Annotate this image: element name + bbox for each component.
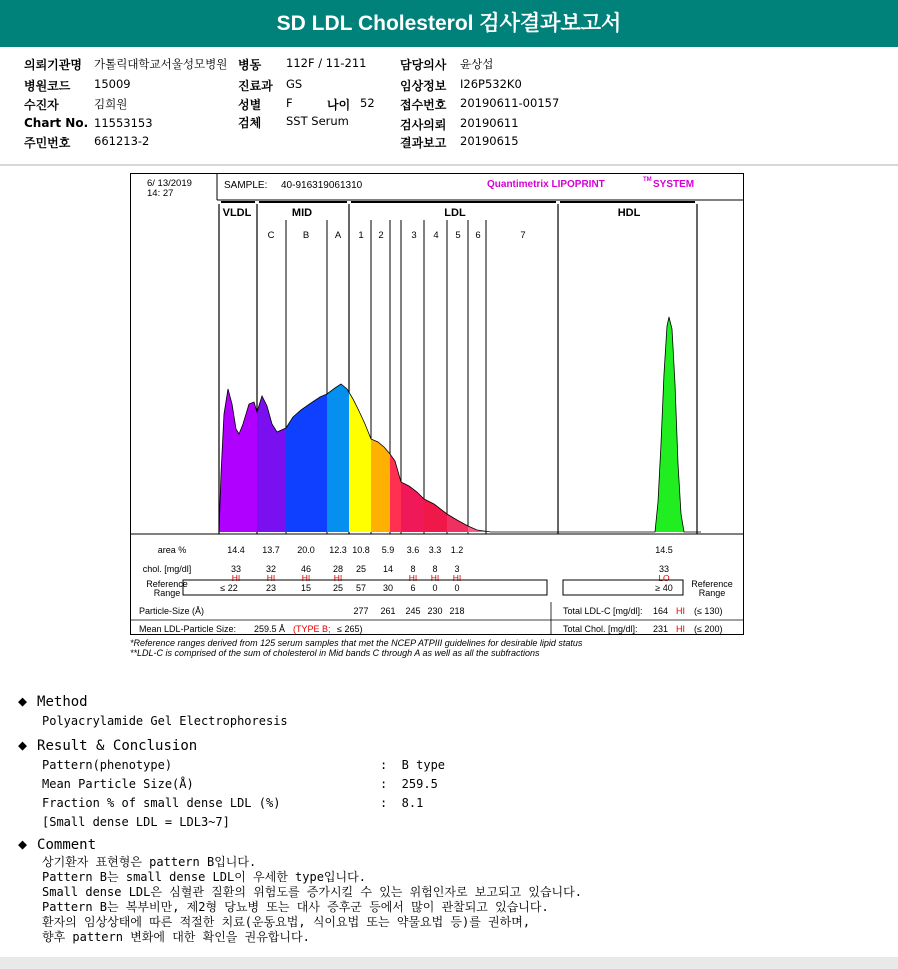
band-label-3: 3: [411, 230, 417, 241]
result-label-size: Mean Particle Size(Å): [42, 777, 194, 791]
chol-ldl2: 14: [382, 564, 394, 574]
group-ldl: LDL: [444, 207, 466, 219]
total-chol-ref: (≤ 200): [694, 624, 723, 634]
institution-value: 가톨릭대학교서울성모병원: [94, 57, 228, 71]
chol-flag-mid-b: HI: [301, 573, 311, 583]
total-ldl-value: 164: [653, 606, 669, 616]
ref-ldl2: 30: [382, 583, 394, 593]
report-date-label: 결과보고: [400, 136, 447, 150]
mean-size-value: 259.5 Å: [254, 624, 286, 634]
chol-flag-ldl3: HI: [408, 573, 418, 583]
row-label-psize: Particle-Size (Å): [139, 606, 205, 616]
ref-mid-a: 25: [332, 583, 344, 593]
lipoprint-report: [0, 166, 898, 681]
clinical-label: 임상정보: [400, 79, 447, 93]
comment-line-4: Pattern B는 복부비만, 제2형 당뇨병 또는 대사 증후군 등에서 많이 관찰되고 있습니다.: [42, 900, 549, 914]
result-label-pattern: Pattern(phenotype): [42, 758, 173, 772]
id-value: 661213-2: [94, 134, 150, 148]
area-mid-b: 20.0: [297, 545, 315, 555]
id-label: 주민번호: [24, 136, 71, 150]
sample-value: 40-916319061310: [281, 180, 363, 191]
chol-mid-a: 28: [332, 564, 344, 574]
fraction-hdl: [655, 317, 684, 532]
request-value: 20190611: [460, 116, 519, 130]
chol-ldl1: 25: [355, 564, 367, 574]
result-value-fraction: : 8.1: [380, 796, 424, 810]
result-value-pattern: : B type: [380, 758, 446, 772]
chol-flag-ldl5: HI: [452, 573, 462, 583]
area-ldl5: 1.2: [450, 545, 464, 555]
area-ldl3: 3.6: [406, 545, 420, 555]
report-title: SD LDL Cholesterol 검사결과보고서: [0, 0, 898, 47]
note-reference: *Reference ranges derived from 125 serum samples that met the NCEP ATPIII guidelines for desirable lipid status: [130, 638, 583, 648]
row-label-area: area %: [157, 545, 187, 555]
chart-date: 6/ 13/2019: [147, 178, 192, 189]
chol-hdl: 33: [658, 564, 670, 574]
age-label: 나이: [327, 98, 351, 112]
chol-flag-mid-c: HI: [266, 573, 276, 583]
chol-mid-b: 46: [300, 564, 312, 574]
result-heading: [18, 736, 197, 754]
area-ldl2: 5.9: [381, 545, 395, 555]
area-hdl: 14.5: [655, 545, 673, 555]
psize-ldl5: 218: [449, 606, 465, 616]
ref-ldl1: 57: [355, 583, 367, 593]
row-label-ref2: Range: [153, 588, 181, 598]
ref-right-label2: Range: [698, 588, 726, 598]
mean-type: (TYPE B;: [293, 624, 331, 634]
ref-right-label1: Reference: [691, 579, 733, 589]
total-ldl-flag: HI: [676, 606, 685, 616]
comment-line-1: 상기환자 표현형은 pattern B입니다.: [42, 855, 257, 869]
band-label-5: 5: [455, 230, 461, 241]
ref-ldl4: 0: [432, 583, 438, 593]
brand-name: Quantimetrix LIPOPRINT: [487, 179, 605, 190]
brand-tm: TM: [643, 177, 652, 183]
report-date-value: 20190615: [460, 134, 519, 148]
group-hdl: HDL: [617, 207, 641, 219]
method-heading-text: Method: [37, 694, 88, 710]
diamond-bullet-icon: ◆: [18, 736, 28, 754]
lipoprint-chart-frame: [130, 173, 744, 635]
group-mid: MID: [291, 207, 313, 219]
row-label-ref1: Reference: [146, 579, 188, 589]
hospital-code-value: 15009: [94, 77, 131, 91]
fraction-mid-a: [327, 384, 349, 532]
note-ldl-c: **LDL-C is comprised of the sum of cholesterol in Mid bands C through A as well as all the subfractions: [130, 648, 540, 658]
fraction-ldl5: [424, 499, 447, 532]
comment-heading: [18, 835, 96, 853]
area-ldl4: 3.3: [428, 545, 442, 555]
psize-ldl2: 261: [380, 606, 396, 616]
chart-time: 14: 27: [147, 188, 174, 199]
total-ldl-ref: (≤ 130): [694, 606, 723, 616]
department-value: GS: [286, 77, 303, 91]
lipoprint-chart: [131, 174, 743, 634]
diamond-bullet-icon: ◆: [18, 835, 28, 853]
ref-ldl5: 0: [454, 583, 460, 593]
band-label-c: C: [267, 230, 275, 241]
comment-line-2: Pattern B는 small dense LDL이 우세한 type입니다.: [42, 870, 366, 884]
method-text: Polyacrylamide Gel Electrophoresis: [42, 714, 288, 728]
ref-mid-c: 23: [265, 583, 277, 593]
chart-value: 11553153: [94, 116, 153, 130]
chart-notes: [130, 638, 582, 658]
comment-line-6: 향후 pattern 변화에 대한 확인을 권유합니다.: [42, 930, 310, 944]
patient-value: 김희원: [94, 97, 128, 111]
clinical-value: I26P532K0: [460, 77, 522, 91]
ref-ldl3: 6: [410, 583, 416, 593]
psize-ldl3: 245: [405, 606, 421, 616]
comment-heading-text: Comment: [37, 837, 97, 853]
chol-ldl4: 8: [432, 564, 438, 574]
fraction-ldl6: [447, 514, 468, 532]
band-label-1: 1: [358, 230, 364, 241]
result-value-size: : 259.5: [380, 777, 438, 791]
result-note: [Small dense LDL = LDL3~7]: [42, 815, 230, 829]
band-label-6: 6: [475, 230, 481, 241]
fraction-ldl2: [371, 439, 390, 532]
chol-vldl: 33: [230, 564, 242, 574]
psize-ldl1: 277: [353, 606, 369, 616]
fraction-mid-c: [257, 396, 286, 532]
mean-ref: ≤ 265): [337, 624, 363, 634]
ward-label: 병동: [238, 58, 262, 72]
band-label-b: B: [302, 230, 310, 241]
psize-ldl4: 230: [427, 606, 443, 616]
fraction-ldl3: [390, 454, 401, 532]
sex-value: F: [286, 96, 293, 110]
chol-flag-ldl4: HI: [430, 573, 440, 583]
area-mid-c: 13.7: [262, 545, 280, 555]
sex-label: 성별: [238, 98, 262, 112]
band-label-7: 7: [520, 230, 526, 241]
sample-label: SAMPLE:: [224, 180, 268, 191]
doctor-label: 담당의사: [400, 58, 447, 72]
reception-value: 20190611-00157: [460, 96, 560, 110]
comment-line-5: 환자의 임상상태에 따른 적절한 치료(운동요법, 식이요법 또는 약물요법 등)를 권하며,: [42, 915, 531, 929]
chol-flag-mid-a: HI: [333, 573, 343, 583]
total-ldl-label: Total LDL-C [mg/dl]:: [563, 606, 643, 616]
fraction-mid-b: [286, 394, 327, 532]
request-label: 검사의뢰: [400, 118, 447, 132]
age-value: 52: [360, 96, 375, 110]
area-vldl: 14.4: [227, 545, 245, 555]
area-ldl1: 10.8: [352, 545, 370, 555]
ward-value: 112F / 11-211: [286, 56, 367, 70]
chol-ldl5: 3: [454, 564, 460, 574]
footer-bar: [0, 957, 898, 969]
brand-system: SYSTEM: [653, 179, 695, 190]
band-label-2: 2: [378, 230, 384, 241]
comment-line-3: Small dense LDL은 심혈관 질환의 위험도를 증가시킬 수 있는 위험인자로 보고되고 있습니다.: [42, 885, 582, 899]
total-chol-label: Total Chol. [mg/dl]:: [563, 624, 638, 634]
result-label-fraction: Fraction % of small dense LDL (%): [42, 796, 281, 810]
ref-vldl: ≤ 22: [220, 583, 238, 593]
patient-label: 수진자: [24, 98, 59, 112]
chart-label: Chart No.: [24, 116, 89, 130]
institution-label: 의뢰기관명: [24, 58, 82, 72]
diamond-bullet-icon: ◆: [18, 692, 28, 710]
specimen-value: SST Serum: [286, 114, 349, 128]
row-label-chol: chol. [mg/dl]: [142, 564, 192, 574]
chol-flag-hdl: LO: [658, 573, 670, 583]
chol-flag-vldl: HI: [231, 573, 241, 583]
chol-mid-c: 32: [265, 564, 277, 574]
doctor-value: 윤상섭: [460, 57, 494, 71]
area-mid-a: 12.3: [329, 545, 347, 555]
row-label-mean: Mean LDL-Particle Size:: [139, 624, 237, 634]
patient-info: [0, 47, 898, 166]
hospital-code-label: 병원코드: [24, 79, 71, 93]
result-heading-text: Result & Conclusion: [37, 738, 198, 754]
fraction-ldl4: [401, 482, 424, 532]
method-heading: [18, 692, 88, 710]
ref-mid-b: 15: [300, 583, 312, 593]
reception-label: 접수번호: [400, 98, 447, 112]
total-chol-flag: HI: [676, 624, 685, 634]
band-label-a: A: [334, 230, 342, 241]
total-chol-value: 231: [653, 624, 669, 634]
chol-ldl3: 8: [410, 564, 416, 574]
department-label: 진료과: [238, 79, 273, 93]
band-label-4: 4: [433, 230, 439, 241]
ref-hdl: ≥ 40: [655, 583, 673, 593]
specimen-label: 검체: [238, 116, 262, 130]
group-vldl: VLDL: [222, 207, 252, 219]
